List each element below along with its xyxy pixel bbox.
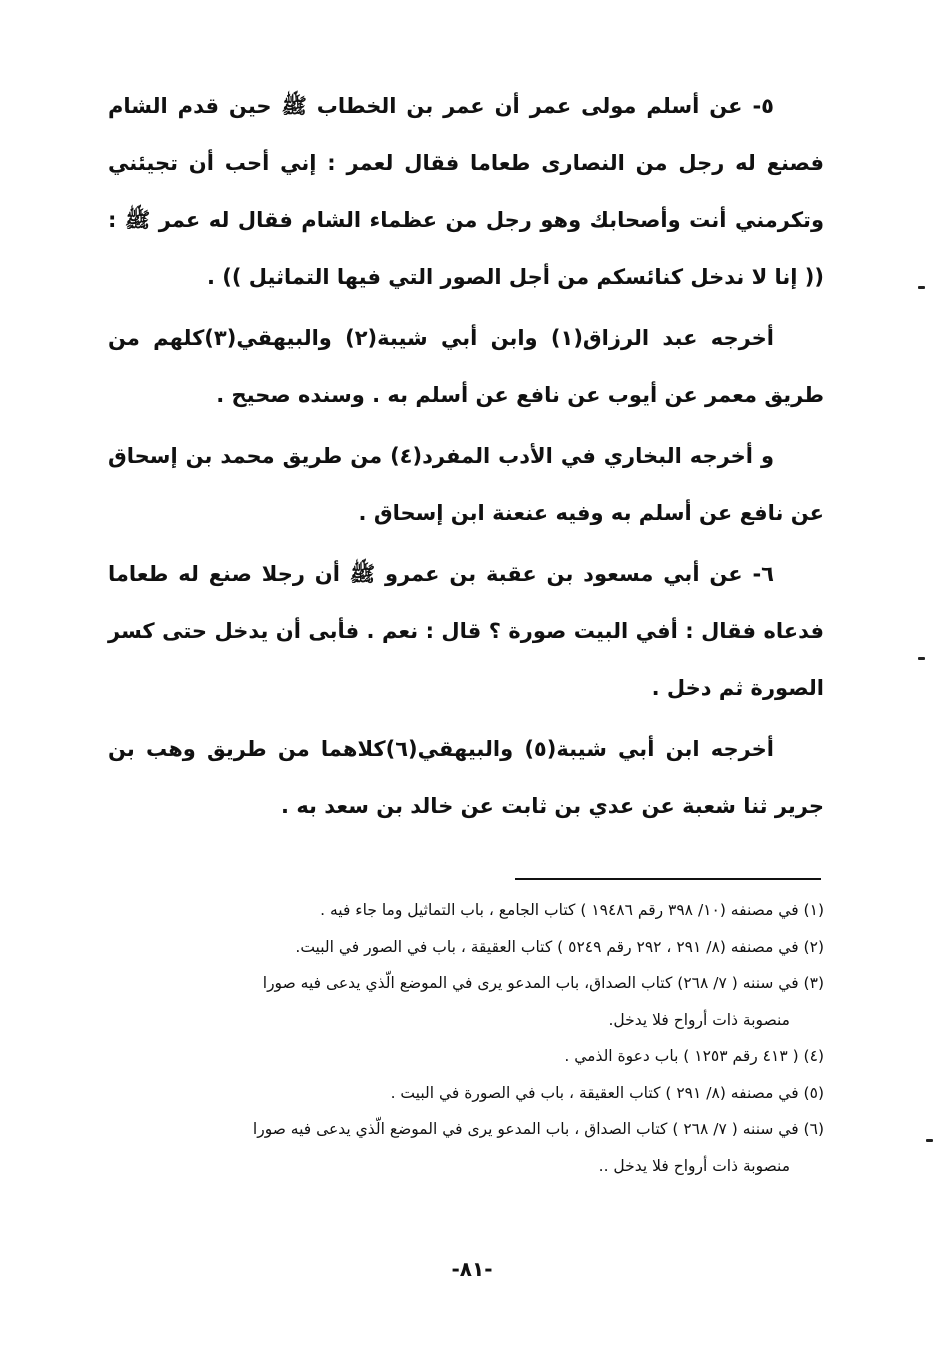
footnote-4: (٤) ( ٤١٣ رقم ١٢٥٣ ) باب دعوة الذمي . xyxy=(564,1047,824,1065)
margin-mark xyxy=(918,286,925,289)
paragraph-hadith-5: ٥- عن أسلم مولى عمر أن عمر بن الخطاب ﷺ حين قدم الشام فصنع له رجل من النصارى طعاما فقال لعمر : إني أحب أن تجيئني وتكرمني أنت وأصحابك وهو رجل من عظماء الشام فقال له عمر ﷺ : (( إنا لا ندخل كنائسكم من أجل الصور التي فيها التماثيل )) . xyxy=(108,94,824,289)
paragraph-takhrij-6: أخرجه ابن أبي شيبة(٥) والبيهقي(٦)كلاهما من طريق وهب بن جرير ثنا شعبة عن عدي بن ثابت عن خالد بن سعد به . xyxy=(108,737,824,818)
margin-mark xyxy=(918,657,925,660)
main-text-block xyxy=(108,78,824,835)
paragraph-hadith-6: ٦- عن أبي مسعود بن عقبة بن عمرو ﷺ أن رجلا صنع له طعاما فدعاه فقال : أفي البيت صورة ؟ قال : نعم . فأبى أن يدخل حتى كسر الصورة ثم دخل . xyxy=(108,562,824,700)
footnote-1: (١) في مصنفه (١٠/ ٣٩٨ رقم ١٩٤٨٦ ) كتاب الجامع ، باب التماثيل وما جاء فيه . xyxy=(320,901,824,919)
footnotes-block xyxy=(108,892,824,1184)
footnote-6: (٦) في سننه ( ٧/ ٢٦٨ ) كتاب الصداق ، باب المدعو يرى في الموضع الّذي يدعى فيه صورا xyxy=(252,1120,824,1138)
footnote-separator xyxy=(515,878,821,880)
footnote-6-continuation: منصوبة ذات أرواح فلا يدخل .. xyxy=(598,1156,790,1175)
footnote-3-continuation: منصوبة ذات أرواح فلا يدخل. xyxy=(608,1010,790,1029)
footnote-3: (٣) في سننه ( ٧/ ٢٦٨) كتاب الصداق، باب المدعو يرى في الموضع الّذي يدعى فيه صورا xyxy=(262,974,824,992)
page-number: -٨١- xyxy=(451,1257,493,1281)
main-body xyxy=(108,78,824,839)
paragraph-takhrij-5b: و أخرجه البخاري في الأدب المفرد(٤) من طريق محمد بن إسحاق عن نافع عن أسلم به وفيه عنعنة ابن إسحاق . xyxy=(108,444,824,525)
footnote-5: (٥) في مصنفه (٨/ ٢٩١ ) كتاب العقيقة ، باب في الصورة في البيت . xyxy=(390,1083,824,1102)
footnote-2: (٢) في مصنفه (٨/ ٢٩١ ، ٢٩٢ رقم ٥٢٤٩ ) كتاب العقيقة ، باب في الصور في البيت. xyxy=(295,937,824,956)
paragraph-takhrij-5a: أخرجه عبد الرزاق(١) وابن أبي شيبة(٢) والبيهقي(٣)كلهم من طريق معمر عن أيوب عن نافع عن أسلم به . وسنده صحيح . xyxy=(108,326,824,407)
margin-mark xyxy=(926,1139,933,1142)
